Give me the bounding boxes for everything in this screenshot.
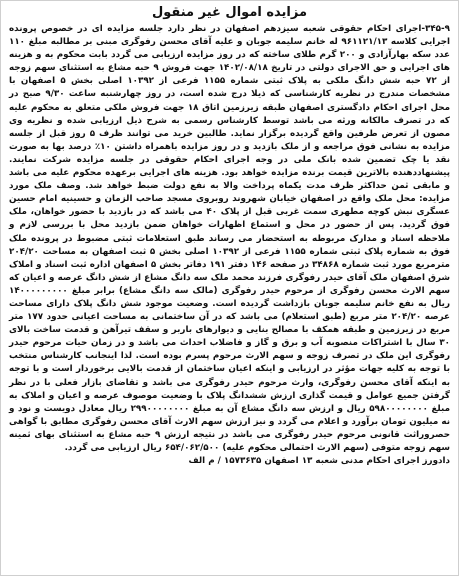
notice-body: ۳۴۵-۹-اجرای احکام حقوقی شعبه سیزدهم اصفهان در نظر دارد جلسه مزایده ای در خصوص پرونده اجرایی کلاسه ۹۶۱۱۲۱/۱۳ له خانم سلیمه جوبان و علیه آقای محسن رفوگری مبنی بر مطالبه مبلغ ۱۱۰ عدد سکه بهارآزادی و ۲۰۰ گرم طلای ساخته که در روز مزایده ارزیابی می گردد بابت محکوم به و هزینه های اجرایی و حق الاجرای دولتی در تاریخ ۱۴۰۲/۰۸/۱۸ جهت فروش ۹ حبه مشاع به استثنای سهم زوجه از ۷۲ حبه شش دانگ ملکی به پلاک ثبتی شماره ۱۱۵۵ فرعی از ۱۰۳۹۲ اصلی بخش ۵ اصفهان با مشخصات مندرج در نظریه کارشناسی که ذیلا درج شده است، در روز چهارشنبه ساعت ۹/۳۰ صبح در محل اجرای احکام دادگستری اصفهان طبقه زیرزمین اتاق ۱۸ جهت فروش ملکی متعلق به محکوم علیه که در تصرف مالکانه ورثه می باشد توسط کارشناس رسمی به شرح ذیل ارزیابی شده و نظریه وی مصون از تعرض طرفین واقع گردیده برگزار نماید. طالبین خرید می توانند ظرف ۵ روز قبل از جلسه مزایده به نشانی فوق مراجعه و از ملک بازدید و در روز مزایده باهمراه داشتن ۱۰٪ درصد بها به صورت نقد یا چک تضمین شده بانک ملی در وجه اجرای احکام حقوقی در جلسه مزایده شرکت نمایند. پیشنهاددهنده بالاترین قیمت برنده مزایده خواهد بود. هزینه های اجرایی برعهده محکوم علیه می باشد و مابقی ثمن حداکثر ظرف مدت یکماه پرداخت والا به نفع دولت ضبط خواهد شد. وصف ملک مورد مزایده: محل ملک واقع در اصفهان خیابان شهروند روبروی مسجد صاحب الزمان و حسینیه امام حسین عسگری نبش کوچه مطهری سمت غربی قبل از پلاک ۴۰ می باشد که در بازدید با حضور خواهان، ملک فوق گردید. پس از حضور در محل و استماع اظهارات خواهان ضمن بازدید محل با بررسی لازم و ملاحظه اسناد و مدارک مربوطه به استحضار می رساند طبق استعلامات ثبتی مضبوط در پرونده ملک فوق به شماره پلاک ثبتی شماره ۱۱۵۵ فرعی از ۱۰۳۹۲ اصلی بخش ۵ ثبت اصفهان به مساحت ۲۰۴/۲۰ مترمربع مورد ثبت شماره ۳۴۸۶۸ در صفحه ۱۴۶ دفتر ۱۹۱ دفاتر بخش ۵ اصفهان اداره ثبت اسناد و املاک شرق اصفهان ملک آقای حیدر رفوگری فرزند محمد ملک سه دانگ مشاع از شش دانگ عرصه و اعیان که سهم الارث محسن رفوگری از مرحوم حیدر رفوگری (مالک سه دانگ مشاع) برابر مبلغ ۱۴۰۰۰۰۰۰۰۰۰ ریال به نفع خانم سلیمه جوبان بازداشت گردیده است. وضعیت موجود شش دانگ پلاک دارای مساحت عرصه ۲۰۴/۲۰ متر مربع (طبق استعلام) می باشد که در آن ساختمانی به مساحت اعیانی حدود ۱۷۷ متر مربع در زیرزمین و طبقه همکف با مصالح بنایی و دیوارهای باربر و سقف تیرآهن و قدمت ساخت بالای ۳۰ سال با اشتراکات منصوبه آب و برق و گاز و فاضلاب احداث می باشد و در زمان حیات مرحوم حیدر رفوگری این ملک در تصرف زوجه و سهم الارث مرحوم پسرم بوده است. لذا اینجانب کارشناس منتخب با توجه به کلیه جهات مؤثر در ارزیابی و اینکه اعیان ساختمان از قدمت بالایی برخوردار است و با توجه به اینکه آقای محسن رفوگری، وارث مرحوم حیدر رفوگری می باشد و تقاضای بازار فعلی با در نظر گرفتن جمیع عوامل و قیمت گذاری ارزش ششدانگ پلاک با وضعیت موصوف عرصه و اعیان و املاک به مبلغ ۵۹۸۰۰۰۰۰۰۰۰ ریال و ارزش سه دانگ مشاع آن به مبلغ ۲۹۹۰۰۰۰۰۰۰۰ ریال معادل دویست و نود و نه میلیون تومان برآورد و اعلام می گردد و نیز ارزش سهم الارث آقای محسن رفوگری مطابق با گواهی حصروراثت قانونی مرحوم حیدر رفوگری می باشد در نتیجه ارزش ۹ حبه مشاع به استثنای بهای ثمینه سهم زوجه متوفی (سهم الارث احتمالی محکوم علیه) ۶۵۴/۰۶۲/۵۰۰ ریال ارزیابی می گردد.: [9, 24, 451, 453]
notice-title: مزایده اموال غیر منقول: [151, 5, 308, 20]
notice-signature: دادورز اجرای احکام مدنی شعبه ۱۳ اصفهان ۱۵۷۳۶۳۵ / م الف: [188, 456, 450, 467]
